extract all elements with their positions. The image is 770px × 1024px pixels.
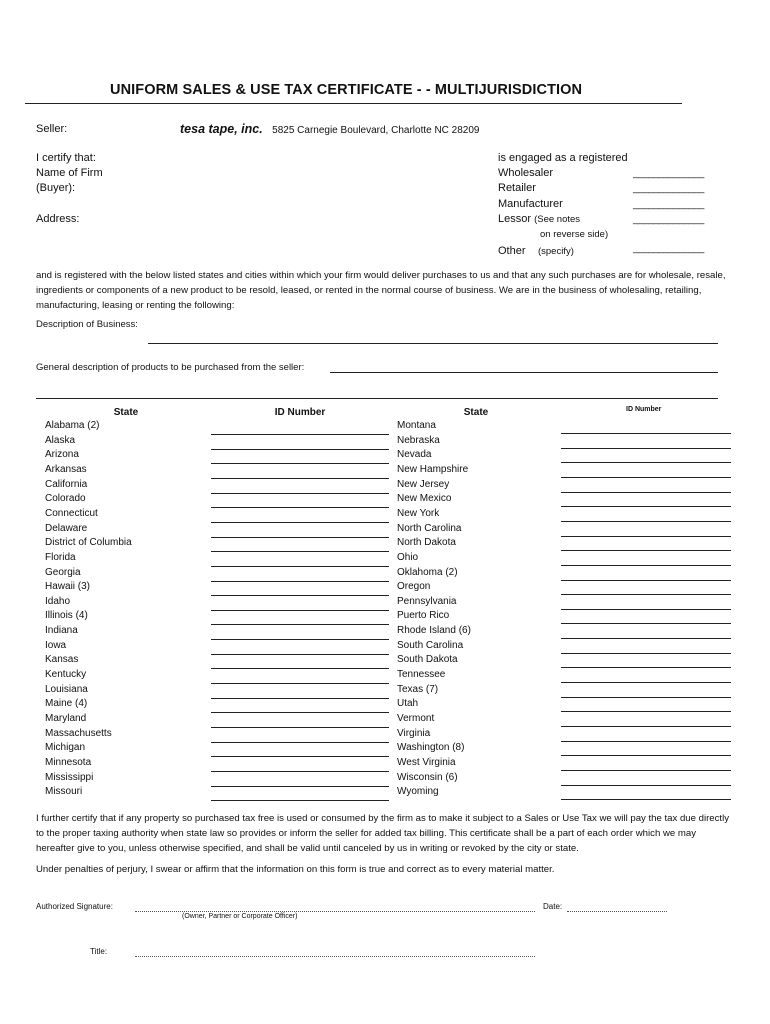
other-note: (specify) [537, 246, 574, 257]
option-lessor [498, 213, 580, 225]
id-number-line[interactable] [211, 771, 389, 772]
id-number-line[interactable] [211, 463, 389, 464]
state-name: Kentucky [45, 669, 87, 681]
state-name: California [45, 478, 88, 490]
id-number-line[interactable] [211, 493, 389, 494]
products-line-1[interactable] [330, 372, 718, 373]
state-name: Oregon [397, 581, 431, 593]
manufacturer-blank[interactable]: ______________ [633, 199, 704, 210]
state-name: Colorado [45, 493, 86, 505]
state-name: Wisconsin (6) [397, 771, 458, 783]
state-name: Mississippi [45, 771, 94, 783]
other-label: Other [498, 245, 526, 257]
state-name: Texas (7) [397, 683, 439, 695]
seller-info [180, 120, 480, 138]
state-name: New Hampshire [397, 463, 469, 475]
state-name: Illinois (4) [45, 610, 88, 622]
state-name: Maryland [45, 713, 87, 724]
state-header-left: State [113, 407, 139, 418]
seller-company: tesa tape, inc. [180, 122, 263, 136]
id-number-line[interactable] [561, 755, 731, 756]
form-title: UNIFORM SALES & USE TAX CERTIFICATE - - MULTIJURISDICTION [110, 82, 583, 98]
state-name: Rhode Island (6) [397, 625, 471, 637]
state-name: Massachusetts [45, 727, 112, 739]
signature-line[interactable] [135, 911, 535, 912]
state-name: Vermont [397, 713, 435, 724]
state-name: District of Columbia [45, 537, 132, 549]
option-other [498, 241, 574, 259]
state-name: New Jersey [397, 478, 450, 490]
state-name: Utah [397, 698, 419, 710]
state-name: Arizona [45, 449, 79, 461]
description-line[interactable] [148, 343, 718, 344]
state-name: Missouri [45, 786, 83, 798]
id-number-line[interactable] [211, 756, 389, 757]
state-name: Washington (8) [397, 742, 465, 754]
date-label: Date: [543, 902, 563, 911]
firm-buyer-label: (Buyer): [36, 182, 76, 194]
id-number-line[interactable] [561, 785, 731, 786]
certify-label: I certify that: [36, 152, 96, 164]
perjury-statement: Under penalties of perjury, I swear or affirm that the information on this form is true and correct as to every material matter. [36, 864, 555, 875]
id-number-line[interactable] [211, 478, 389, 479]
seller-label: Seller: [36, 123, 68, 135]
state-name: West Virginia [397, 756, 456, 768]
id-number-line[interactable] [561, 492, 731, 493]
id-number-line[interactable] [561, 623, 731, 624]
state-header-right: State [463, 407, 489, 418]
firm-name-label: Name of Firm [36, 167, 103, 179]
date-line[interactable] [567, 911, 667, 912]
id-number-line[interactable] [561, 536, 731, 537]
id-number-line[interactable] [211, 786, 389, 787]
state-name: Montana [397, 420, 436, 431]
id-number-line[interactable] [561, 477, 731, 478]
id-number-line[interactable] [561, 609, 731, 610]
state-name: South Carolina [397, 639, 464, 651]
state-name: South Dakota [397, 654, 458, 666]
id-number-line[interactable] [211, 800, 389, 801]
id-number-line[interactable] [561, 565, 731, 566]
id-number-line[interactable] [561, 726, 731, 727]
id-number-line[interactable] [561, 697, 731, 698]
state-name: New Mexico [397, 493, 452, 505]
id-number-line[interactable] [211, 581, 389, 582]
id-number-line[interactable] [211, 434, 389, 435]
state-name: Georgia [45, 566, 81, 578]
id-number-line[interactable] [561, 741, 731, 742]
id-number-line[interactable] [211, 537, 389, 538]
state-name: Puerto Rico [397, 610, 450, 622]
id-number-line[interactable] [211, 683, 389, 684]
products-line-2[interactable] [36, 398, 718, 399]
id-number-line[interactable] [211, 727, 389, 728]
engaged-label: is engaged as a registered [498, 152, 628, 164]
id-number-line[interactable] [211, 610, 389, 611]
title-label: Title: [90, 947, 108, 956]
lessor-note: (See notes [534, 214, 581, 225]
id-number-line[interactable] [211, 712, 389, 713]
state-name: Connecticut [45, 507, 98, 519]
id-number-line[interactable] [211, 654, 389, 655]
title-rule [25, 103, 682, 104]
id-number-line[interactable] [211, 595, 389, 596]
id-number-line[interactable] [561, 521, 731, 522]
id-header-left: ID Number [274, 407, 326, 418]
id-number-line[interactable] [561, 462, 731, 463]
title-line[interactable] [135, 956, 535, 957]
id-number-line[interactable] [561, 506, 731, 507]
state-name: Idaho [45, 595, 71, 607]
state-name: North Carolina [397, 522, 462, 534]
id-number-line[interactable] [211, 566, 389, 567]
description-label: Description of Business: [36, 319, 138, 330]
id-number-line[interactable] [561, 580, 731, 581]
products-label: General description of products to be purchased from the seller: [36, 362, 305, 373]
state-name: Oklahoma (2) [397, 566, 458, 578]
option-retailer: Retailer [498, 182, 536, 194]
state-name: New York [397, 507, 440, 519]
id-number-line[interactable] [561, 550, 731, 551]
state-name: Alabama (2) [45, 420, 100, 431]
id-number-line[interactable] [561, 711, 731, 712]
state-name: Virginia [397, 727, 431, 739]
lessor-blank[interactable]: ______________ [633, 214, 704, 225]
state-name: Hawaii (3) [45, 581, 91, 593]
id-number-line[interactable] [561, 770, 731, 771]
retailer-blank[interactable]: ______________ [633, 183, 704, 194]
state-name: Pennsylvania [397, 595, 457, 607]
wholesaler-blank[interactable]: ______________ [633, 168, 704, 179]
seller-address: 5825 Carnegie Boulevard, Charlotte NC 28209 [272, 125, 480, 136]
registration-paragraph: and is registered with the below listed states and cities within which your firm would deliver purchases to us and that any such purchases are for wholesale, resale, ingredients or components of a new product to be resold, leased, or rented in the normal course of business. We are in the business of wholesaling, retailing, manufacturing, leasing or renting the following: [36, 270, 726, 311]
state-name: Kansas [45, 654, 79, 666]
id-number-line[interactable] [561, 653, 731, 654]
id-number-line[interactable] [211, 522, 389, 523]
id-number-line[interactable] [211, 551, 389, 552]
id-number-line[interactable] [211, 639, 389, 640]
id-number-line[interactable] [211, 668, 389, 669]
state-name: Alaska [45, 434, 76, 446]
state-name: Arkansas [45, 463, 87, 475]
address-label: Address: [36, 213, 80, 225]
state-name: Nevada [397, 449, 432, 461]
state-name: Indiana [45, 625, 78, 637]
option-wholesaler: Wholesaler [498, 167, 554, 179]
option-manufacturer: Manufacturer [498, 198, 563, 210]
state-name: Florida [45, 551, 76, 563]
state-name: Nebraska [397, 434, 440, 446]
id-number-line[interactable] [211, 449, 389, 450]
id-number-line[interactable] [211, 624, 389, 625]
state-name: Michigan [45, 742, 86, 754]
id-number-line[interactable] [211, 507, 389, 508]
id-header-right: ID Number [626, 406, 662, 413]
signature-label: Authorized Signature: [36, 902, 113, 911]
state-name: Minnesota [45, 756, 92, 768]
id-number-line[interactable] [561, 682, 731, 683]
signature-sublabel: (Owner, Partner or Corporate Officer) [182, 913, 298, 920]
id-number-line[interactable] [561, 638, 731, 639]
state-name: Iowa [45, 639, 67, 651]
certify-paragraph: I further certify that if any property so purchased tax free is used or consumed by the firm as to make it subject to a Sales or Use Tax we will pay the tax due directly to the proper taxing authority when state law so provides or inform the seller for added tax billing. This certificate shall be a part of each order which we may hereafter give to you, unless otherwise specified, and shall be valid until canceled by us in writing or revoked by the city or state. [36, 813, 730, 854]
id-number-line[interactable] [561, 594, 731, 595]
lessor-note-2: on reverse side) [540, 229, 609, 240]
id-number-line[interactable] [561, 667, 731, 668]
state-name: Maine (4) [45, 698, 88, 710]
state-name: Delaware [45, 522, 88, 534]
state-name: Ohio [397, 551, 419, 563]
lessor-label: Lessor [498, 213, 532, 225]
id-number-line[interactable] [561, 448, 731, 449]
state-name: North Dakota [397, 537, 456, 549]
state-name: Tennessee [397, 669, 446, 681]
state-name: Wyoming [397, 786, 439, 798]
other-blank[interactable]: ______________ [633, 243, 704, 254]
state-name: Louisiana [45, 683, 88, 695]
id-number-line[interactable] [561, 433, 731, 434]
id-number-line[interactable] [211, 742, 389, 743]
id-number-line[interactable] [561, 799, 731, 800]
id-number-line[interactable] [211, 698, 389, 699]
